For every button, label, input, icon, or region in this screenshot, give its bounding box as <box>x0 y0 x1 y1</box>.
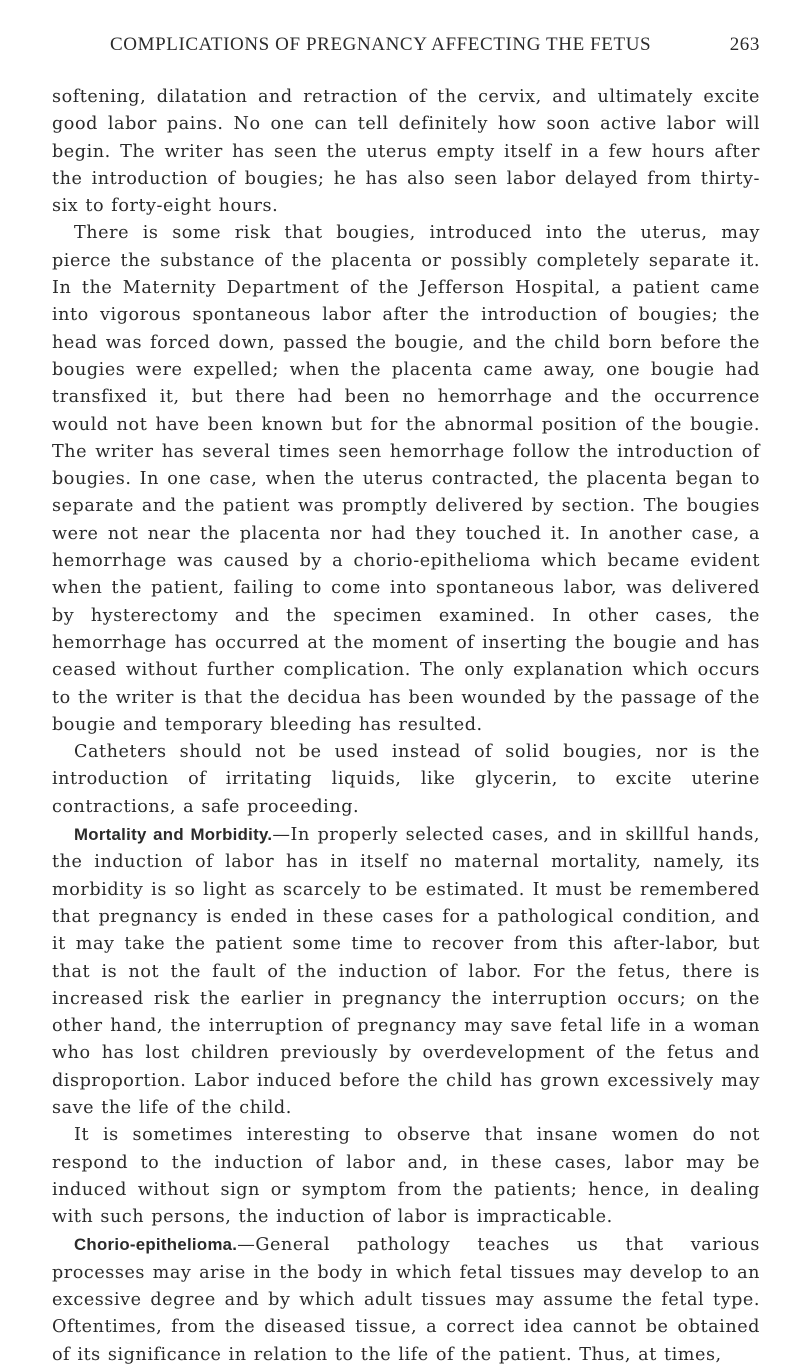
paragraph-5 <box>52 1122 760 1231</box>
paragraph-4 <box>52 821 760 1122</box>
paragraph-2 <box>52 220 760 739</box>
paragraph-2-text: There is some risk that bougies, introduced into the uterus, may pierce the substance of the placenta or possibly completely separate it. In the Maternity Department of the Jefferson Hospital, a patient came into vigorous spontaneous labor after the introduction of bougies; the head was forced down, passed the bougie, and the child born before the bougies were expelled; when the placenta came away, one bougie had transfixed it, but there had been no hemorrhage and the occurrence would not have been known but for the abnormal position of the bougie. The writer has several times seen hemorrhage follow the introduction of bougies. In one case, when the uterus contracted, the placenta began to separate and the patient was promptly delivered by section. The bougies were not near the placenta nor had they touched it. In another case, a hemorrhage was caused by a chorio-epithelioma which became evident when the patient, failing to come into spontaneous labor, was delivered by hysterectomy and the specimen examined. In other cases, the hemorrhage has occurred at the moment of inserting the bougie and has ceased without further complication. The only explanation which occurs to the writer is that the decidua has been wounded by the passage of the bougie and temporary bleeding has resulted. <box>52 223 760 735</box>
book-page <box>52 34 760 1369</box>
paragraph-1-text: softening, dilatation and retraction of the cervix, and ultimately excite good labor pains. No one can tell definitely how soon active labor will begin. The writer has seen the uterus empty itself in a few hours after the introduction of bougies; he has also seen labor delayed from thirty-six to forty-eight hours. <box>52 87 760 217</box>
paragraph-3 <box>52 739 760 821</box>
running-head <box>110 34 760 64</box>
running-head-title: COMPLICATIONS OF PREGNANCY AFFECTING THE FETUS <box>110 34 652 55</box>
paragraph-4-text: —In properly selected cases, and in skillful hands, the induction of labor has in itself no maternal mortality, namely, its morbidity is so light as scarcely to be estimated. It must be remembered that pregnancy is ended in these cases for a pathological condition, and it may take the patient some time to recover from this after-labor, but that is not the fault of the induction of labor. For the fetus, there is increased risk the earlier in pregnancy the interruption occurs; on the other hand, the interruption of pregnancy may save fetal life in a woman who has lost children previously by overdevelopment of the fetus and disproportion. Labor induced before the child has grown excessively may save the life of the child. <box>52 825 760 1118</box>
page-number: 263 <box>729 34 760 55</box>
paragraph-5-text: It is sometimes interesting to observe that insane women do not respond to the induction of labor and, in these cases, labor may be induced without sign or symptom from the patients; hence, in dealing with such persons, the induction of labor is impracticable. <box>52 1125 760 1228</box>
section-heading-mortality: Mortality and Morbidity. <box>74 825 273 845</box>
paragraph-6 <box>52 1231 760 1368</box>
section-heading-chorio-epithelioma: Chorio-epithelioma. <box>74 1235 238 1255</box>
paragraph-3-text: Catheters should not be used instead of solid bougies, nor is the introduction of irritating liquids, like glycerin, to excite uterine contractions, a safe proceeding. <box>52 742 760 817</box>
paragraph-1 <box>52 84 760 220</box>
body-text <box>52 84 760 1369</box>
paragraph-6-text: —General pathology teaches us that various processes may arise in the body in which fetal tissues may develop to an excessive degree and by which adult tissues may assume the fetal type. Oftentimes, from the diseased tissue, a correct idea cannot be obtained of its significance in relation to the life of the patient. Thus, at times, <box>52 1235 760 1365</box>
